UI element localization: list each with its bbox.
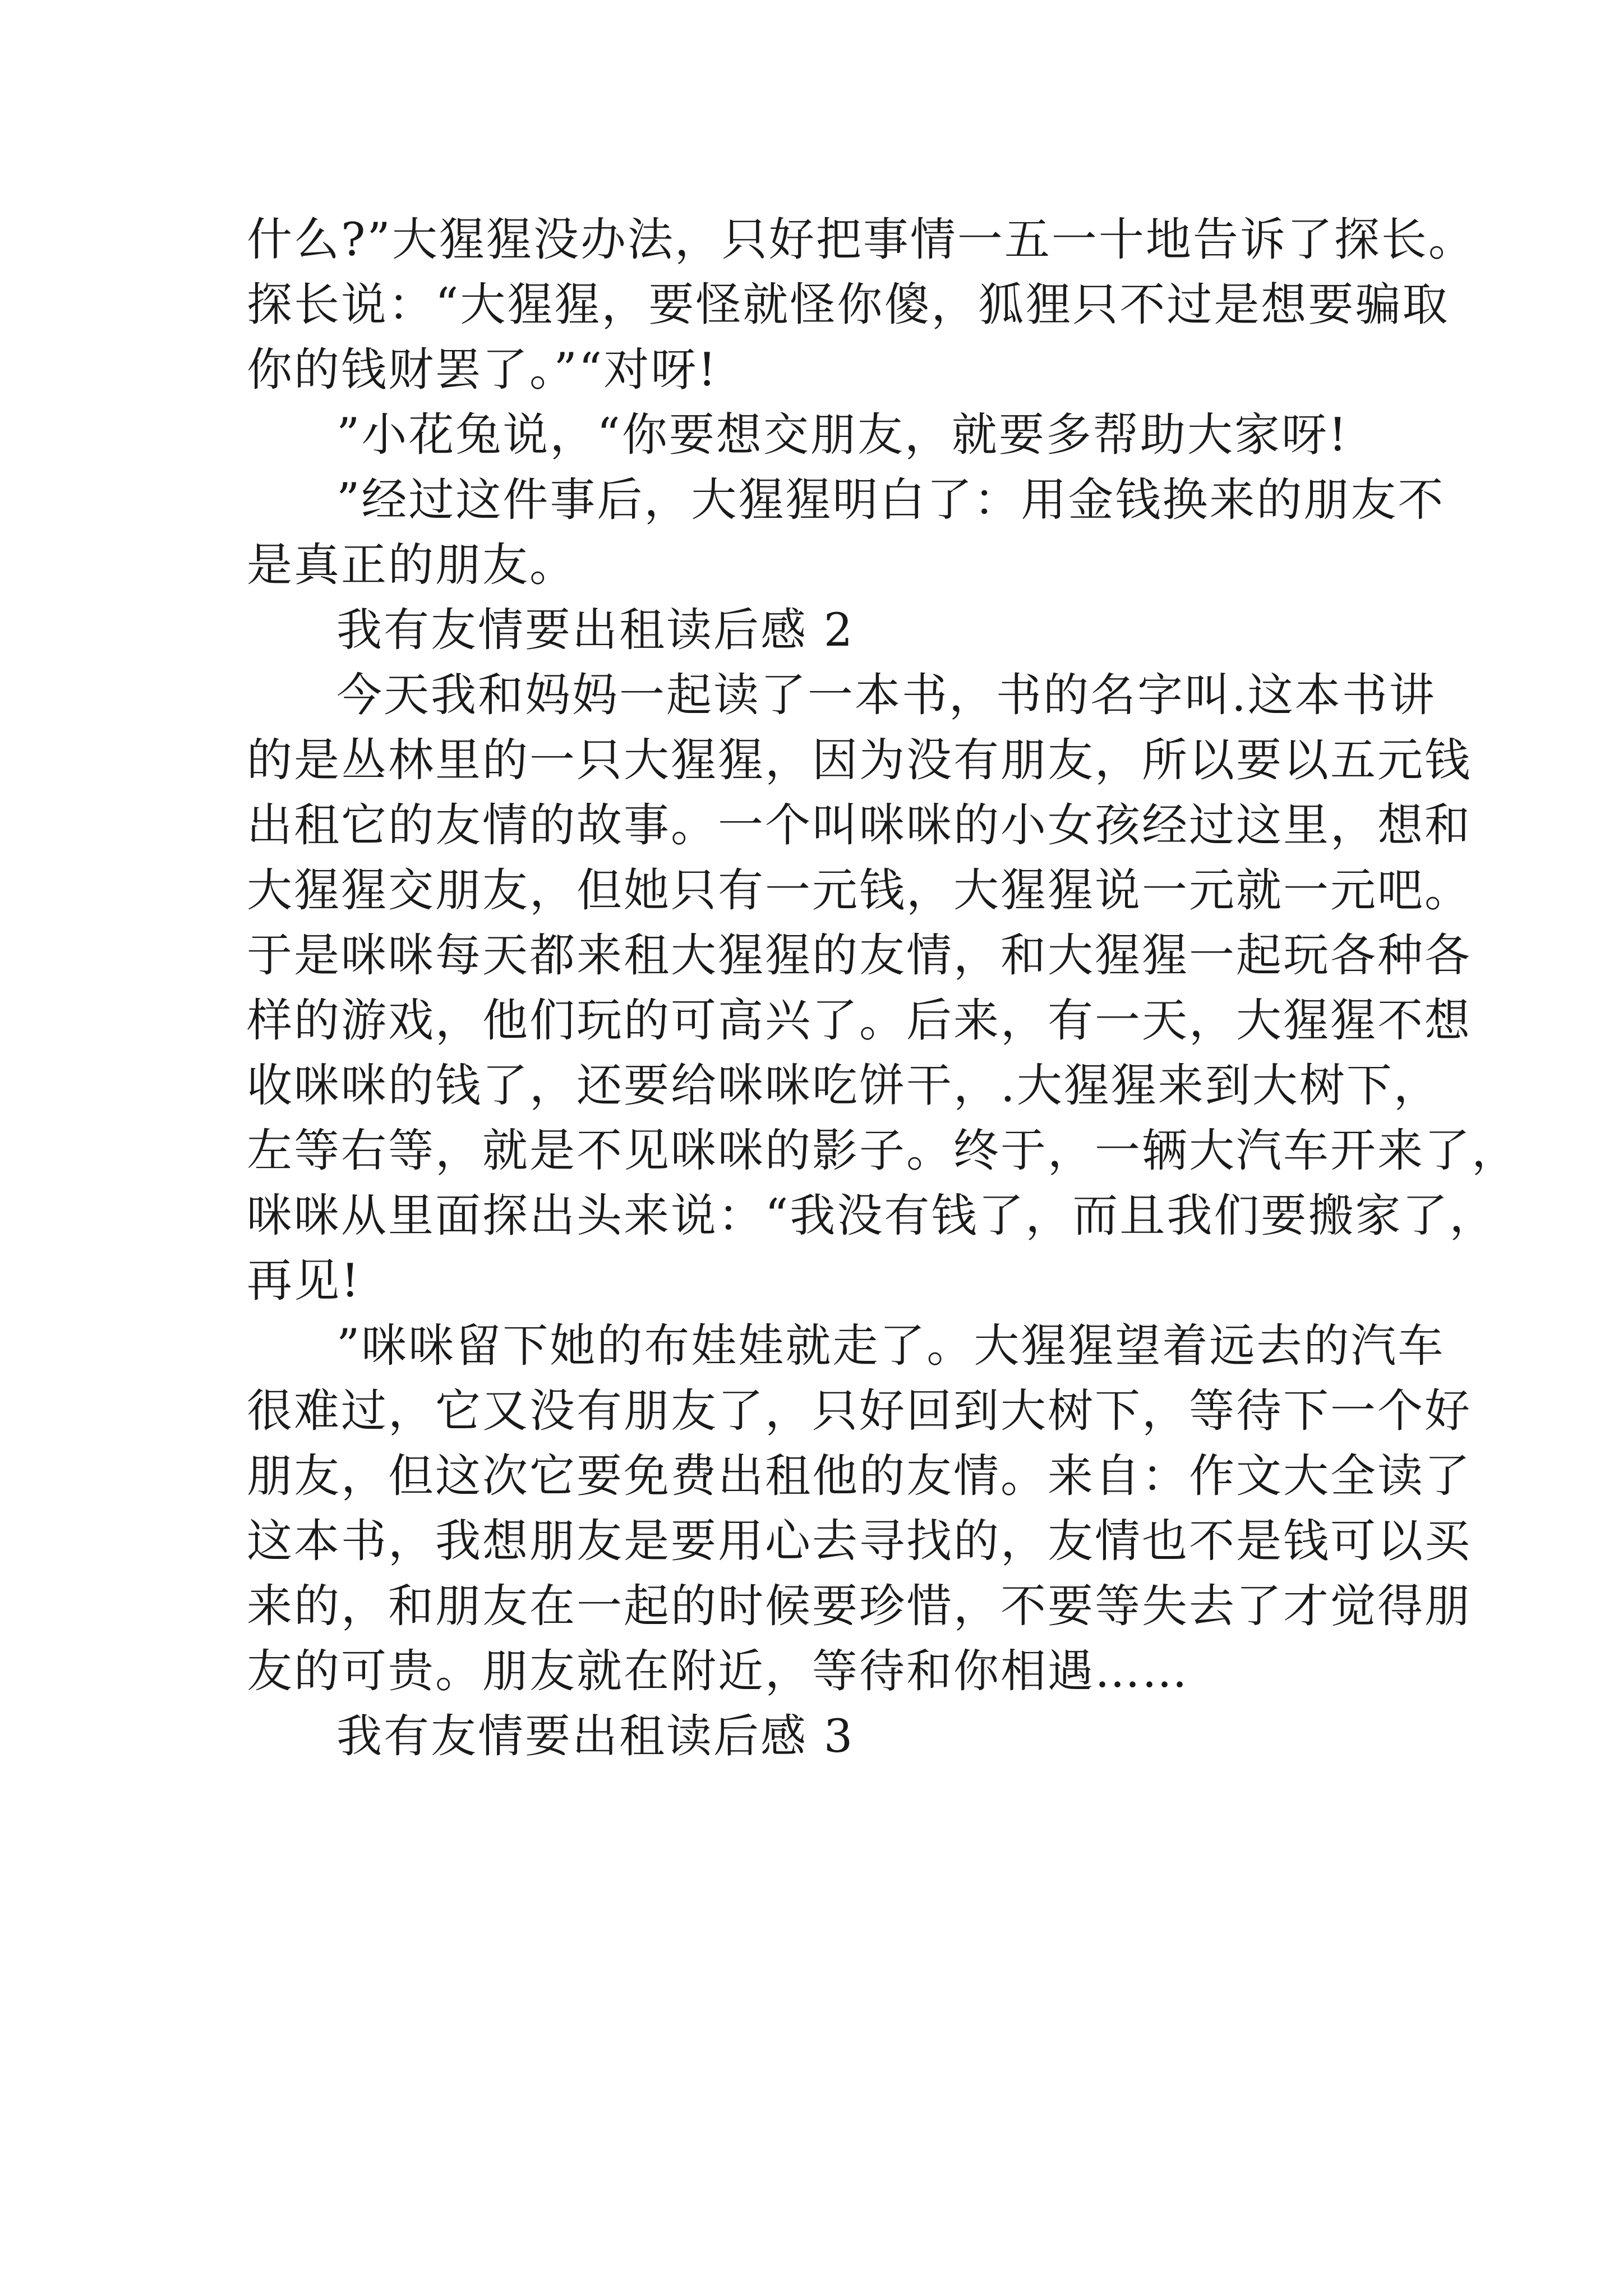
text-line: 友的可贵。朋友就在附近，等待和你相遇……: [247, 1645, 1189, 1698]
text-line: 朋友，但这次它要免费出租他的友情。来自：作文大全读了: [247, 1450, 1472, 1503]
text-line: 大猩猩交朋友，但她只有一元钱，大猩猩说一元就一元吧。: [247, 864, 1472, 917]
text-line: 的是丛林里的一只大猩猩，因为没有朋友，所以要以五元钱: [247, 734, 1472, 787]
section-heading: 我有友情要出租读后感 3: [336, 1710, 855, 1763]
text-line: 你的钱财罢了。”“对呀!: [247, 344, 718, 397]
text-line: 咪咪从里面探出头来说：“我没有钱了，而且我们要搬家了，: [247, 1190, 1497, 1243]
text-line: 于是咪咪每天都来租大猩猩的友情，和大猩猩一起玩各种各: [247, 930, 1472, 982]
text-line: 探长说：“大猩猩，要怪就怪你傻，狐狸只不过是想要骗取: [247, 279, 1450, 332]
text-line: 这本书，我想朋友是要用心去寻找的，友情也不是钱可以买: [247, 1515, 1472, 1568]
text-line: 出租它的友情的故事。一个叫咪咪的小女孩经过这里，想和: [247, 799, 1472, 852]
text-line: 样的游戏，他们玩的可高兴了。后来，有一天，大猩猩不想: [247, 995, 1472, 1047]
text-line: ”小花兔说，“你要想交朋友，就要多帮助大家呀!: [336, 409, 1349, 462]
text-line: 今天我和妈妈一起读了一本书，书的名字叫.这本书讲: [336, 669, 1436, 722]
text-line: 来的，和朋友在一起的时候要珍惜，不要等失去了才觉得朋: [247, 1580, 1472, 1633]
text-line: ”咪咪留下她的布娃娃就走了。大猩猩望着远去的汽车: [336, 1320, 1445, 1373]
text-line: 再见!: [247, 1255, 361, 1308]
text-line: 收咪咪的钱了，还要给咪咪吃饼干，.大猩猩来到大树下，: [247, 1060, 1441, 1112]
text-line: ”经过这件事后，大猩猩明白了：用金钱换来的朋友不: [336, 474, 1445, 527]
text-line: 很难过，它又没有朋友了，只好回到大树下，等待下一个好: [247, 1385, 1472, 1438]
section-heading: 我有友情要出租读后感 2: [336, 604, 855, 657]
text-line: 左等右等，就是不见咪咪的影子。终于，一辆大汽车开来了，: [247, 1125, 1519, 1177]
text-line: 是真正的朋友。: [247, 539, 577, 592]
text-line: 什么?”大猩猩没办法，只好把事情一五一十地告诉了探长。: [247, 214, 1476, 266]
document-body: [247, 208, 1519, 1769]
